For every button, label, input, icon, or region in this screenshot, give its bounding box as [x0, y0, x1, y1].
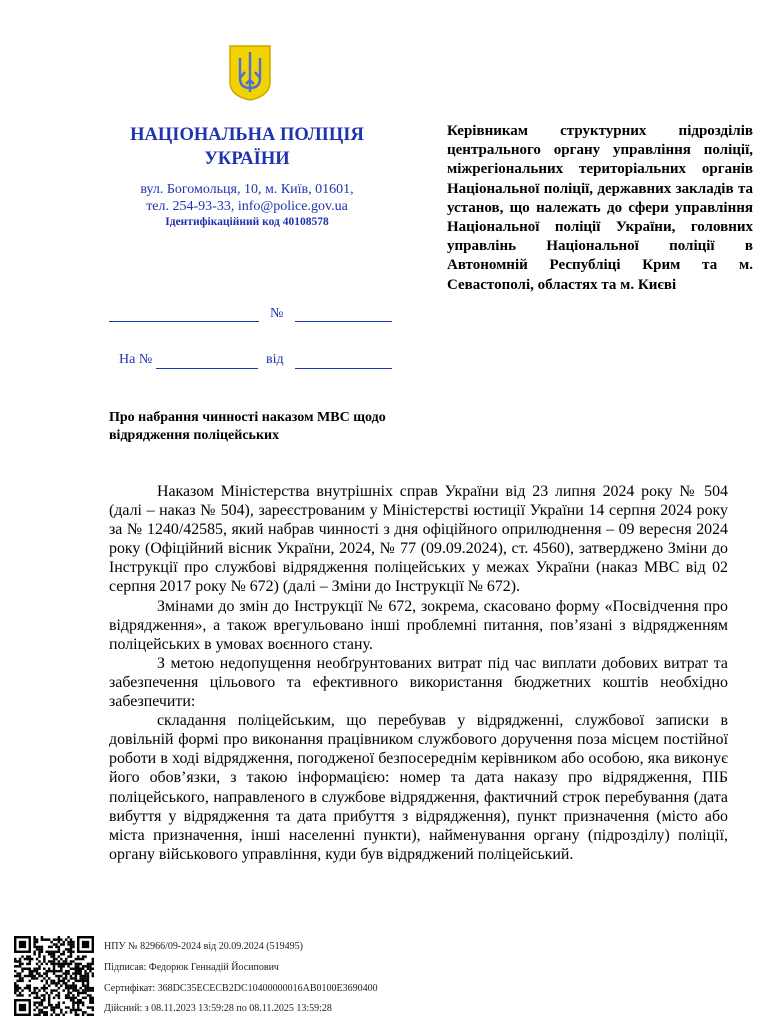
- number-sign: №: [270, 306, 284, 321]
- signature-signer: Підписав: Федорюк Геннадій Йосипович: [104, 961, 279, 973]
- signature-doc-number: НПУ № 82966/09-2024 від 20.09.2024 (519495): [104, 941, 303, 952]
- agency-address: вул. Богомольця, 10, м. Київ, 01601,: [140, 182, 354, 197]
- digital-signature-block: [104, 937, 378, 1020]
- body-paragraph: складання поліцейським, що перебував у відрядженні, службової записки в довільній формі про виконання працівником службового доручення поза місцем постійної роботи в ході відрядження, погодженої безпосереднім керівником або особою, яка виконує його обов’язки, з такою інформацією: номер та дата наказу про відрядження, ПІБ поліцейського, направленого в службове відрядження, фактичний строк перебування (дата вибуття у відрядження та дата прибуття з відрядження), пункт призначення (місто або міста призначення, інші населенні пункти), найменування органу (підрозділу) поліції, органу військового управління, куди був відряджений поліцейський.: [109, 712, 728, 863]
- reply-prefix: На №: [119, 352, 153, 367]
- outgoing-date-line: [109, 321, 259, 322]
- body-paragraph: Наказом Міністерства внутрішніх справ України від 23 липня 2024 року № 504 (далі – наказ № 504), зареєстрованим у Міністерстві юстиції України 14 серпня 2024 року за № 1240/42585, який набрав чинності з дня офіційного оприлюднення – 09 вересня 2024 року (Офіційний вісник України, 2024, № 77 (09.09.2024), ст. 4560), затверджено Зміни до Інструкції про службові відрядження поліцейських у межах України (наказ МВС від 02 серпня 2017 року № 672) (далі – Зміни до Інструкції № 672).: [109, 483, 728, 596]
- coat-of-arms-icon: [228, 44, 272, 102]
- agency-name: НАЦІОНАЛЬНА ПОЛІЦІЯ УКРАЇНИ: [130, 125, 364, 169]
- letter-subject: Про набрання чинності наказом МВС щодо відрядження поліцейських: [109, 410, 386, 443]
- reply-from-label: від: [266, 352, 284, 367]
- signature-validity: Дійсний: з 08.11.2023 13:59:28 по 08.11.2025 13:59:28: [104, 1003, 332, 1015]
- letter-body: [109, 482, 728, 864]
- outgoing-number-line: [295, 321, 392, 322]
- addressee-block: Керівникам структурних підрозділів центрального органу управління поліції, міжрегіональних територіальних органів Національної поліції, державних закладів та установ, що належать до сфери управління Національної поліції України, головних управлінь Національної поліції в Автономній Республіці Крим та м. Севастополі, областях та м. Києві: [447, 123, 753, 293]
- qr-code: [14, 936, 94, 1016]
- signature-certificate: Сертифікат: 368DC35ECECB2DC10400000016AB0100E3690400: [104, 982, 378, 994]
- body-paragraph: З метою недопущення необґрунтованих витрат під час виплати добових витрат та забезпечення цільового та ефективного використання бюджетних коштів необхідно забезпечити:: [109, 654, 728, 711]
- reply-number-line: [156, 368, 258, 369]
- agency-address-block: [92, 181, 402, 215]
- reply-date-line: [295, 368, 392, 369]
- agency-id-code: Ідентифікаційний код 40108578: [165, 216, 329, 228]
- body-paragraph: Змінами до змін до Інструкції № 672, зокрема, скасовано форму «Посвідчення про відрядження», а також врегульовано інші проблемні питання, пов’язані з відрядженням поліцейських в умовах воєнного стану.: [109, 597, 728, 653]
- agency-contacts: тел. 254-93-33, info@police.gov.ua: [146, 199, 348, 214]
